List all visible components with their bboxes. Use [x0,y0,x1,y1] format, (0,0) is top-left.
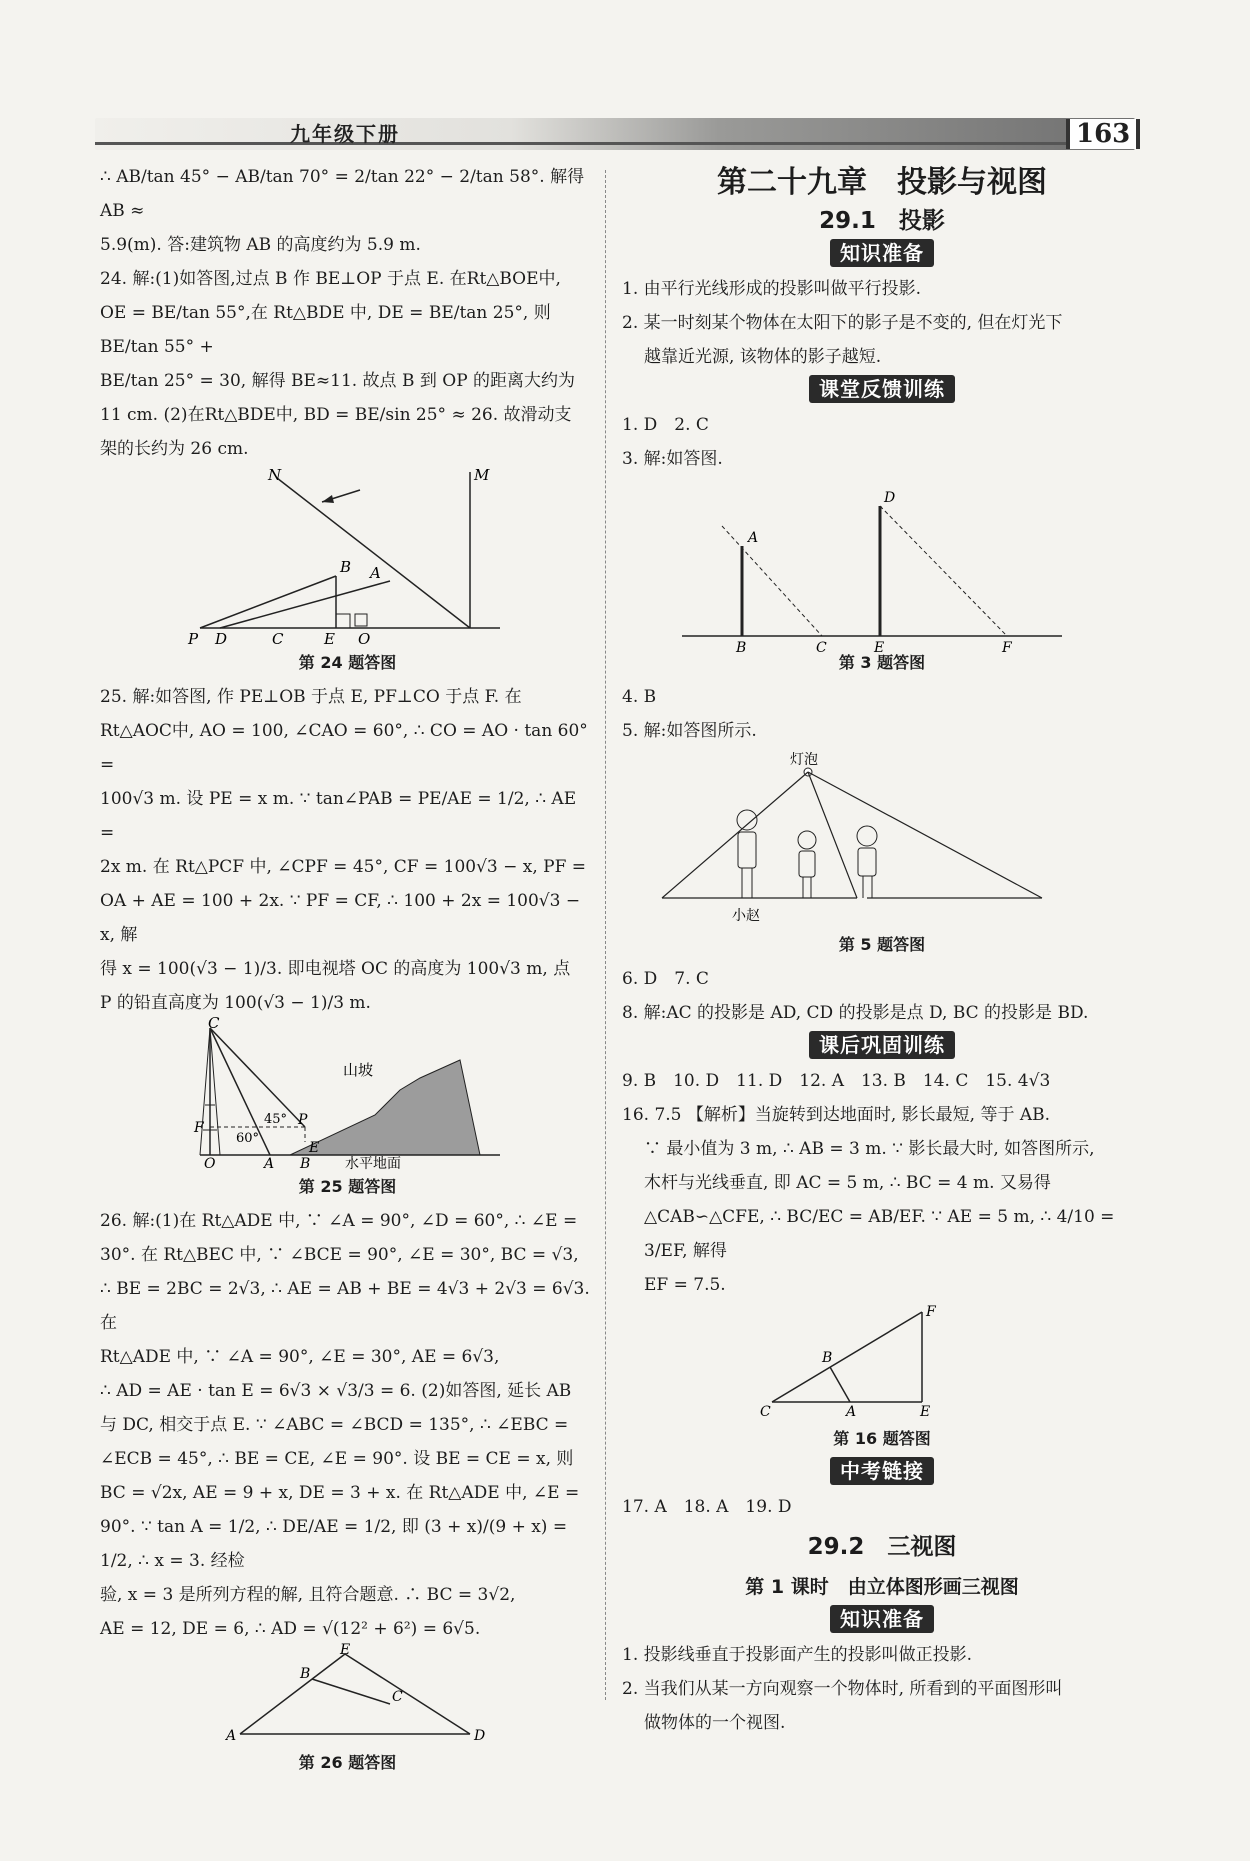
fig25-label: C [208,1014,220,1032]
fig24-label: C [272,630,284,648]
fig3-label: D [884,490,896,506]
left-column [100,160,595,1780]
text-line: 8. 解:AC 的投影是 AD, CD 的投影是点 D, BC 的投影是 BD. [622,1003,1089,1023]
text-line: 9. B 10. D 11. D 12. A 13. B 14. C 15. 4√3 [622,1071,1051,1091]
text-line: Rt△AOC中, AO = 100, ∠CAO = 60°, ∴ CO = AO · tan 60° = [100,721,588,775]
text-line: 2. 某一时刻某个物体在太阳下的影子是不变的, 但在灯光下 [622,313,1063,333]
section-badge: 知识准备 [830,239,934,267]
text-line: OE = BE/tan 55°,在 Rt△BDE 中, DE = BE/tan 25°, 则 BE/tan 55° + [100,303,551,357]
text-line: 5.9(m). 答:建筑物 AB 的高度约为 5.9 m. [100,235,421,255]
text-line: 做物体的一个视图. [644,1713,786,1733]
fig16-label: E [920,1404,931,1420]
person-figure [798,831,816,898]
fig24-label: M [474,466,490,484]
text-line: BE/tan 25° = 30, 解得 BE≈11. 故点 B 到 OP 的距离大约为 [100,371,576,391]
text-line: 2. 当我们从某一方向观察一个物体时, 所看到的平面图形叫 [622,1679,1063,1699]
badge-row [622,1030,1142,1064]
fig25-label: P [298,1112,308,1128]
fig24-label: D [215,630,228,648]
fig26-label: E [340,1642,351,1658]
text-line: 验, x = 3 是所列方程的解, 且符合题意. ∴ BC = 3√2, [100,1585,516,1605]
section-title: 29.2 三视图 [807,1534,957,1560]
fig16-label: F [926,1304,936,1320]
text-line: ∴ AD = AE · tan E = 6√3 × √3/3 = 6. (2)如答图, 延长 AB [100,1381,572,1401]
figure-5 [622,748,1142,962]
text-line: 11 cm. (2)在Rt△BDE中, BD = BE/sin 25° ≈ 26. 故滑动支 [100,405,572,425]
text-line: 1. D 2. C [622,415,709,435]
text-line: 26. 解:(1)在 Rt△ADE 中, ∵ ∠A = 90°, ∠D = 60°, ∴ ∠E = [100,1211,578,1231]
person-figure [857,826,877,898]
text-line: 30°. 在 Rt△BEC 中, ∵ ∠BCE = 90°, ∠E = 30°, BC = √3, [100,1245,579,1265]
chapter-title: 第二十九章 投影与视图 [717,165,1047,200]
lesson-title: 第 1 课时 由立体图形画三视图 [745,1576,1019,1598]
text-line: 2x m. 在 Rt△PCF 中, ∠CPF = 45°, CF = 100√3 − x, PF = [100,857,587,877]
fig25-label: 水平地面 [345,1156,401,1172]
figure-16-diagram [622,1302,1142,1422]
text-line: 100√3 m. 设 PE = x m. ∵ tan∠PAB = PE/AE = 1/2, ∴ AE = [100,789,577,843]
text-line: 与 DC, 相交于点 E. ∵ ∠ABC = ∠BCD = 135°, ∴ ∠EBC = [100,1415,569,1435]
fig3-label: C [816,640,827,656]
text-line: △CAB∽△CFE, ∴ BC/EC = AB/EF. ∵ AE = 5 m, ∴ 4/10 = 3/EF, 解得 [644,1207,1115,1261]
badge-row [622,1604,1142,1638]
fig5-label: 小赵 [732,908,760,924]
text-line: 4. B [622,687,657,707]
text-line: 1. 投影线垂直于投影面产生的投影叫做正投影. [622,1645,973,1665]
badge-row [622,238,1142,272]
text-line: 5. 解:如答图所示. [622,721,757,741]
fig26-label: B [300,1666,311,1682]
figure-26-diagram [100,1642,595,1746]
figure-25-caption: 第 25 题答图 [298,1177,397,1196]
text-line: ∴ AB/tan 45° − AB/tan 70° = 2/tan 22° − 2/tan 58°. 解得 AB ≈ [100,167,585,221]
text-line: 25. 解:如答图, 作 PE⊥OB 于点 E, PF⊥CO 于点 F. 在 [100,687,522,707]
text-line: 3. 解:如答图. [622,449,723,469]
fig24-label: B [340,558,352,576]
text-line: 木杆与光线垂直, 即 AC = 5 m, ∴ BC = 4 m. 又易得 [644,1173,1051,1193]
fig3-label: A [748,530,759,546]
fig24-label: P [188,630,199,648]
section-badge: 中考链接 [830,1457,934,1485]
figure-25-diagram [100,1014,595,1172]
text-line: 17. A 18. A 19. D [622,1497,792,1517]
text-line: AE = 12, DE = 6, ∴ AD = √(12² + 6²) = 6√5. [100,1619,481,1639]
figure-26-caption: 第 26 题答图 [298,1753,397,1772]
text-line: OA + AE = 100 + 2x. ∵ PF = CF, ∴ 100 + 2x = 100√3 − x, 解 [100,891,581,945]
figure-24 [100,466,595,680]
text-line: 架的长约为 26 cm. [100,439,249,459]
figure-25 [100,1014,595,1204]
text-line: 24. 解:(1)如答图,过点 B 作 BE⊥OP 于点 E. 在Rt△BOE中, [100,269,561,289]
column-divider [605,170,606,1700]
fig25-label: B [300,1156,311,1172]
fig24-label: O [358,630,371,648]
page-number: 163 [1066,119,1140,149]
fig26-label: C [392,1689,403,1705]
section-badge: 课堂反馈训练 [809,375,955,403]
section-badge: 知识准备 [830,1605,934,1633]
fig25-label: A [264,1156,275,1172]
text-line: 90°. ∵ tan A = 1/2, ∴ DE/AE = 1/2, 即 (3 + x)/(9 + x) = 1/2, ∴ x = 3. 经检 [100,1517,568,1571]
text-line: Rt△ADE 中, ∵ ∠A = 90°, ∠E = 30°, AE = 6√3, [100,1347,500,1367]
fig3-label: F [1002,640,1012,656]
figure-16-caption: 第 16 题答图 [833,1429,931,1448]
text-line: ∠ECB = 45°, ∴ BE = CE, ∠E = 90°. 设 BE = CE = x, 则 [100,1449,574,1469]
figure-5-diagram [622,748,1142,928]
header-bar [95,118,1135,150]
fig26-label: A [226,1728,237,1744]
fig24-label: A [370,564,381,582]
fig16-label: C [760,1404,771,1420]
fig16-label: A [846,1404,857,1420]
badge-row [622,374,1142,408]
fig24-label: N [268,466,282,484]
book-title: 九年级下册 [290,122,400,146]
header-rule [95,142,1135,145]
figure-3-diagram [622,476,1142,656]
section-badge: 课后巩固训练 [809,1031,955,1059]
fig25-label: O [204,1156,216,1172]
section-title: 29.1 投影 [819,208,945,234]
text-line: 16. 7.5 【解析】当旋转到达地面时, 影长最短, 等于 AB. [622,1105,1051,1125]
person-figure [737,810,757,898]
text-line: ∴ BE = 2BC = 2√3, ∴ AE = AB + BE = 4√3 + 2√3 = 6√3. 在 [100,1279,590,1333]
fig24-label: E [324,630,335,648]
fig3-label: B [736,640,747,656]
fig25-label: E [309,1140,320,1156]
figure-26 [100,1642,595,1780]
text-line: 6. D 7. C [622,969,709,989]
text-line: ∵ 最小值为 3 m, ∴ AB = 3 m. ∵ 影长最大时, 如答图所示, [644,1139,1095,1159]
figure-3-caption: 第 3 题答图 [838,653,926,672]
figure-16 [622,1302,1142,1456]
fig25-label: F [194,1120,204,1136]
text-line: 越靠近光源, 该物体的影子越短. [644,347,882,367]
text-line: BC = √2x, AE = 9 + x, DE = 3 + x. 在 Rt△ADE 中, ∠E = [100,1483,580,1503]
fig25-label: 山坡 [343,1061,374,1079]
fig3-label: E [874,640,885,656]
fig26-label: D [474,1728,486,1744]
fig16-label: B [822,1350,833,1366]
figure-24-caption: 第 24 题答图 [298,653,397,672]
badge-row [622,1456,1142,1490]
figure-24-diagram [100,466,595,646]
fig25-label: 60° [236,1131,260,1146]
fig5-label: 灯泡 [790,752,818,768]
text-line: 1. 由平行光线形成的投影叫做平行投影. [622,279,922,299]
text-line: 得 x = 100(√3 − 1)/3. 即电视塔 OC 的高度为 100√3 m, 点 [100,959,571,979]
text-line: EF = 7.5. [644,1275,726,1295]
text-line: P 的铅直高度为 100(√3 − 1)/3 m. [100,993,371,1013]
right-column [622,160,1142,1740]
fig25-label: 45° [264,1112,288,1127]
figure-5-caption: 第 5 题答图 [838,935,926,954]
figure-3 [622,476,1142,680]
